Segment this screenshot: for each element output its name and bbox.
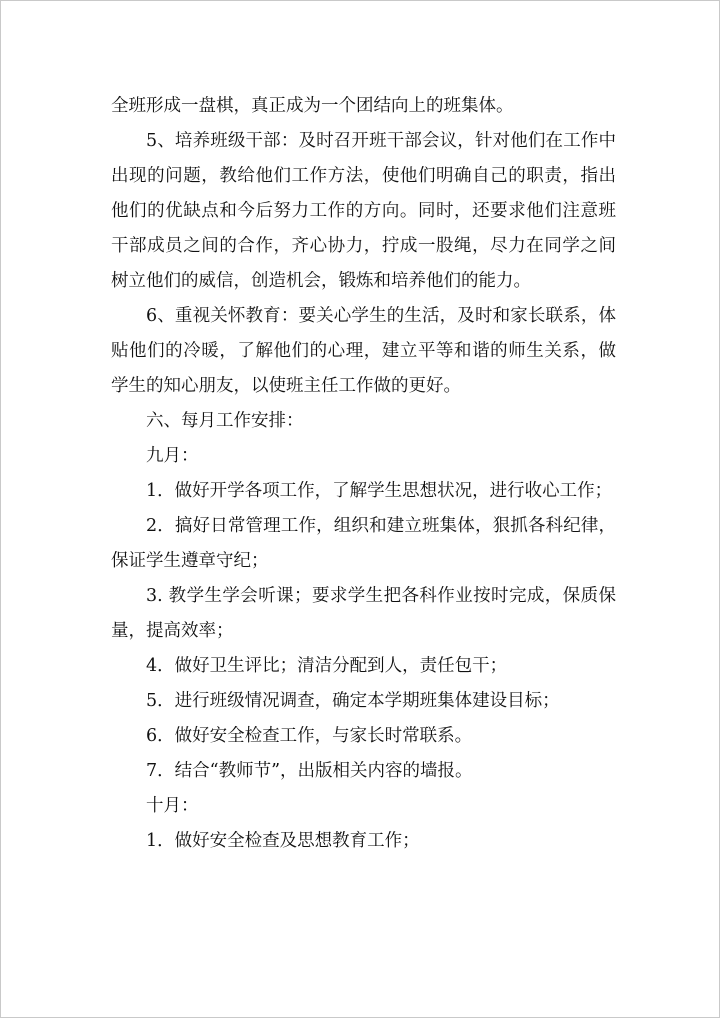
paragraph-item-6-care: 6、重视关怀教育：要关心学生的生活，及时和家长联系，体贴他们的冷暖，了解他们的心理，建立平等和谐的师生关系，做学生的知心朋友，以使班主任工作做的更好。 bbox=[111, 306, 616, 396]
month-heading-september: 九月： bbox=[146, 446, 199, 466]
september-item-6: 6．做好安全检查工作，与家长时常联系。 bbox=[146, 726, 473, 746]
september-item-2: 2．搞好日常管理工作，组织和建立班集体，狠抓各科纪律，保证学生遵章守纪； bbox=[111, 516, 616, 571]
september-item-3: 3. 教学生学会听课；要求学生把各科作业按时完成，保质保量，提高效率； bbox=[111, 586, 616, 641]
section-heading-monthly-plan: 六、每月工作安排： bbox=[146, 411, 304, 431]
paragraph-item-5-cadre: 5、培养班级干部：及时召开班干部会议，针对他们在工作中出现的问题，教给他们工作方法，使他们明确自己的职责，指出他们的优缺点和今后努力工作的方向。同时，还要求他们注意班干部成员之间的合作，齐心协力，拧成一股绳，尽力在同学之间树立他们的威信，创造机会，锻炼和培养他们的能力。 bbox=[111, 131, 616, 291]
october-item-1: 1．做好安全检查及思想教育工作； bbox=[146, 831, 420, 851]
document-body bbox=[111, 89, 616, 859]
september-item-1: 1．做好开学各项工作，了解学生思想状况，进行收心工作； bbox=[146, 481, 613, 501]
month-heading-october: 十月： bbox=[146, 796, 199, 816]
paragraph-continuation: 全班形成一盘棋，真正成为一个团结向上的班集体。 bbox=[111, 96, 514, 116]
september-item-4: 4．做好卫生评比；清洁分配到人，责任包干； bbox=[146, 656, 508, 676]
september-item-5: 5．进行班级情况调查，确定本学期班集体建设目标； bbox=[146, 691, 560, 711]
september-item-7: 7．结合“教师节”，出版相关内容的墙报。 bbox=[146, 761, 473, 781]
